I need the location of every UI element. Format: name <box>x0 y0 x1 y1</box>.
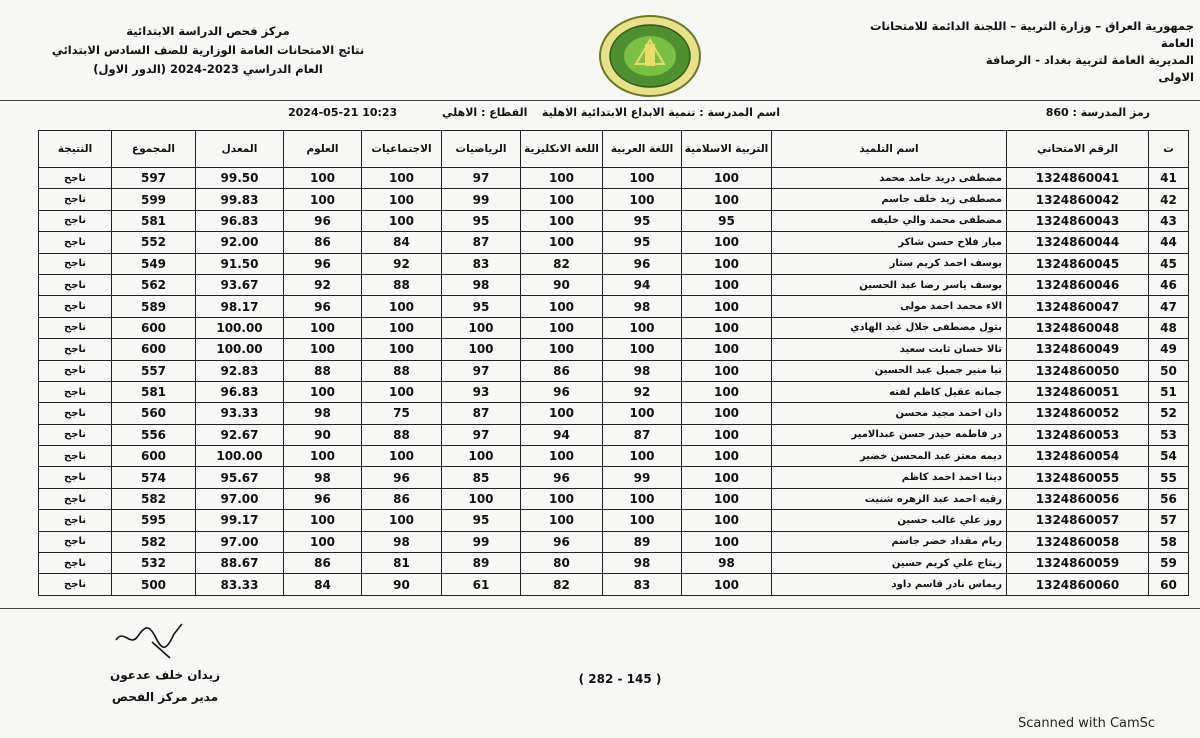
cell-sci: 100 <box>284 510 362 531</box>
cell-id: 1324860044 <box>1007 232 1149 253</box>
cell-ar: 100 <box>603 446 682 467</box>
cell-sci: 100 <box>284 339 362 360</box>
cell-soc: 88 <box>362 360 442 381</box>
cell-ar: 92 <box>603 381 682 402</box>
cell-soc: 84 <box>362 232 442 253</box>
cell-en: 80 <box>521 553 603 574</box>
cell-soc: 100 <box>362 296 442 317</box>
cell-isl: 100 <box>682 168 772 189</box>
cell-soc: 92 <box>362 253 442 274</box>
cell-sci: 86 <box>284 553 362 574</box>
cell-math: 97 <box>442 168 521 189</box>
cell-total: 582 <box>112 488 196 509</box>
cell-n: 54 <box>1149 446 1189 467</box>
cell-isl: 100 <box>682 424 772 445</box>
cell-n: 56 <box>1149 488 1189 509</box>
cell-name: ريتاج علي كريم حسين <box>772 553 1007 574</box>
cell-sci: 92 <box>284 274 362 295</box>
cell-id: 1324860052 <box>1007 403 1149 424</box>
cell-n: 60 <box>1149 574 1189 595</box>
school-code: رمز المدرسة : 860 <box>1045 106 1150 119</box>
cell-result: ناجح <box>39 210 112 231</box>
table-row <box>39 446 1189 467</box>
cell-avg: 100.00 <box>196 317 284 338</box>
cell-math: 95 <box>442 210 521 231</box>
cell-n: 45 <box>1149 253 1189 274</box>
cell-avg: 98.17 <box>196 296 284 317</box>
cell-math: 87 <box>442 232 521 253</box>
cell-result: ناجح <box>39 531 112 552</box>
cell-result: ناجح <box>39 510 112 531</box>
cell-math: 100 <box>442 339 521 360</box>
cell-result: ناجح <box>39 296 112 317</box>
cell-avg: 88.67 <box>196 553 284 574</box>
cell-soc: 100 <box>362 317 442 338</box>
cell-id: 1324860046 <box>1007 274 1149 295</box>
cell-en: 100 <box>521 403 603 424</box>
cell-n: 41 <box>1149 168 1189 189</box>
cell-sci: 100 <box>284 168 362 189</box>
cell-ar: 96 <box>603 253 682 274</box>
cell-id: 1324860050 <box>1007 360 1149 381</box>
cell-soc: 86 <box>362 488 442 509</box>
cell-en: 82 <box>521 574 603 595</box>
cell-isl: 100 <box>682 339 772 360</box>
cell-avg: 97.00 <box>196 531 284 552</box>
cell-sci: 100 <box>284 189 362 210</box>
cell-n: 52 <box>1149 403 1189 424</box>
results-table <box>38 130 1189 596</box>
table-row <box>39 424 1189 445</box>
cell-isl: 95 <box>682 210 772 231</box>
cell-ar: 99 <box>603 467 682 488</box>
cell-soc: 100 <box>362 210 442 231</box>
cell-soc: 88 <box>362 424 442 445</box>
print-datetime: 2024-05-21 10:23 <box>288 106 398 119</box>
cell-isl: 100 <box>682 467 772 488</box>
cell-name: يوسف ياسر رضا عبد الحسين <box>772 274 1007 295</box>
cell-result: ناجح <box>39 232 112 253</box>
cell-name: ريماس نادر قاسم داود <box>772 574 1007 595</box>
cell-n: 49 <box>1149 339 1189 360</box>
cell-name: در فاطمه حيدر حسن عبدالامير <box>772 424 1007 445</box>
directorate-line: المديرية العامة لتربية بغداد - الرصافة <box>985 53 1194 67</box>
cell-result: ناجح <box>39 446 112 467</box>
cell-en: 100 <box>521 317 603 338</box>
cell-avg: 93.33 <box>196 403 284 424</box>
cell-result: ناجح <box>39 488 112 509</box>
table-row <box>39 210 1189 231</box>
table-row <box>39 360 1189 381</box>
cell-n: 58 <box>1149 531 1189 552</box>
signature-image <box>112 618 190 664</box>
table-row <box>39 189 1189 210</box>
table-body <box>39 168 1189 596</box>
table-row <box>39 274 1189 295</box>
cell-id: 1324860047 <box>1007 296 1149 317</box>
cell-avg: 92.00 <box>196 232 284 253</box>
cell-avg: 93.67 <box>196 274 284 295</box>
cell-soc: 81 <box>362 553 442 574</box>
cell-sci: 96 <box>284 210 362 231</box>
cell-isl: 100 <box>682 510 772 531</box>
cell-total: 556 <box>112 424 196 445</box>
column-header: اسم التلميذ <box>772 131 1007 168</box>
cell-math: 87 <box>442 403 521 424</box>
cell-en: 96 <box>521 381 603 402</box>
cell-sci: 98 <box>284 403 362 424</box>
cell-result: ناجح <box>39 403 112 424</box>
cell-id: 1324860043 <box>1007 210 1149 231</box>
cell-en: 100 <box>521 339 603 360</box>
cell-math: 100 <box>442 446 521 467</box>
cell-avg: 83.33 <box>196 574 284 595</box>
center-line: مركز فحص الدراسة الابتدائية <box>126 24 290 38</box>
cell-sci: 88 <box>284 360 362 381</box>
cell-id: 1324860048 <box>1007 317 1149 338</box>
cell-ar: 98 <box>603 360 682 381</box>
table-row <box>39 253 1189 274</box>
cell-math: 99 <box>442 189 521 210</box>
cell-math: 95 <box>442 296 521 317</box>
cell-n: 50 <box>1149 360 1189 381</box>
cell-result: ناجح <box>39 467 112 488</box>
cell-total: 500 <box>112 574 196 595</box>
cell-en: 100 <box>521 189 603 210</box>
cell-isl: 100 <box>682 253 772 274</box>
cell-name: يوسف احمد كريم ستار <box>772 253 1007 274</box>
cell-total: 552 <box>112 232 196 253</box>
results-title: نتائج الامتحانات العامة الوزارية للصف السادس الابتدائي <box>51 43 365 57</box>
cell-isl: 100 <box>682 274 772 295</box>
cell-name: رقيه احمد عبد الزهره شنيت <box>772 488 1007 509</box>
ministry-line: جمهورية العراق – وزارة التربية – اللجنة الدائمة للامتحانات العامة <box>869 19 1194 50</box>
cell-total: 532 <box>112 553 196 574</box>
cell-avg: 99.17 <box>196 510 284 531</box>
page-reference: ( 282 - 145 ) <box>578 672 662 686</box>
cell-total: 581 <box>112 381 196 402</box>
cell-en: 96 <box>521 531 603 552</box>
header-right <box>834 18 1194 86</box>
ministry-emblem-logo <box>598 14 702 98</box>
cell-result: ناجح <box>39 317 112 338</box>
table-row <box>39 168 1189 189</box>
cell-name: دان احمد مجيد محسن <box>772 403 1007 424</box>
column-header: المجموع <box>112 131 196 168</box>
cell-isl: 100 <box>682 317 772 338</box>
cell-soc: 88 <box>362 274 442 295</box>
column-header: اللغة الانكليزية <box>521 131 603 168</box>
cell-name: جمانه عقيل كاظم لفته <box>772 381 1007 402</box>
cell-soc: 100 <box>362 381 442 402</box>
cell-isl: 98 <box>682 553 772 574</box>
cell-n: 48 <box>1149 317 1189 338</box>
cell-isl: 100 <box>682 296 772 317</box>
signer-name: زيدان خلف عدعون <box>110 668 220 682</box>
table-row <box>39 531 1189 552</box>
cell-isl: 100 <box>682 381 772 402</box>
cell-ar: 98 <box>603 296 682 317</box>
academic-year: العام الدراسي 2023-2024 (الدور الاول) <box>93 62 323 76</box>
cell-n: 55 <box>1149 467 1189 488</box>
cell-id: 1324860056 <box>1007 488 1149 509</box>
cell-id: 1324860041 <box>1007 168 1149 189</box>
cell-soc: 100 <box>362 168 442 189</box>
sector-label: القطاع : الاهلي <box>442 106 528 119</box>
header-left <box>28 22 388 79</box>
cell-name: الاء محمد احمد مولى <box>772 296 1007 317</box>
cell-sci: 100 <box>284 317 362 338</box>
cell-sci: 100 <box>284 381 362 402</box>
cell-sci: 96 <box>284 296 362 317</box>
cell-id: 1324860059 <box>1007 553 1149 574</box>
cell-sci: 100 <box>284 531 362 552</box>
cell-ar: 83 <box>603 574 682 595</box>
bottom-divider <box>0 608 1200 609</box>
cell-soc: 100 <box>362 446 442 467</box>
cell-isl: 100 <box>682 574 772 595</box>
cell-soc: 96 <box>362 467 442 488</box>
cell-math: 93 <box>442 381 521 402</box>
cell-total: 549 <box>112 253 196 274</box>
cell-soc: 100 <box>362 339 442 360</box>
table-row <box>39 232 1189 253</box>
table-row <box>39 296 1189 317</box>
cell-en: 94 <box>521 424 603 445</box>
cell-result: ناجح <box>39 168 112 189</box>
column-header: الاجتماعيات <box>362 131 442 168</box>
cell-ar: 98 <box>603 553 682 574</box>
column-header: الرياضيات <box>442 131 521 168</box>
cell-avg: 95.67 <box>196 467 284 488</box>
cell-en: 100 <box>521 168 603 189</box>
cell-n: 51 <box>1149 381 1189 402</box>
table-row <box>39 317 1189 338</box>
cell-id: 1324860058 <box>1007 531 1149 552</box>
cell-avg: 100.00 <box>196 446 284 467</box>
cell-id: 1324860045 <box>1007 253 1149 274</box>
cell-math: 97 <box>442 360 521 381</box>
table-row <box>39 574 1189 595</box>
cell-name: مصطفى محمد والي خليفه <box>772 210 1007 231</box>
cell-name: ريام مقداد خضر جاسم <box>772 531 1007 552</box>
cell-isl: 100 <box>682 446 772 467</box>
cell-avg: 92.67 <box>196 424 284 445</box>
cell-soc: 98 <box>362 531 442 552</box>
cell-math: 100 <box>442 317 521 338</box>
table-row <box>39 488 1189 509</box>
cell-name: مصطفى زيد خلف جاسم <box>772 189 1007 210</box>
cell-result: ناجح <box>39 274 112 295</box>
cell-math: 97 <box>442 424 521 445</box>
cell-name: دينا احمد احمد كاظم <box>772 467 1007 488</box>
cell-name: روز علي غالب حسين <box>772 510 1007 531</box>
cell-en: 82 <box>521 253 603 274</box>
cell-result: ناجح <box>39 424 112 445</box>
cell-en: 90 <box>521 274 603 295</box>
cell-id: 1324860060 <box>1007 574 1149 595</box>
cell-en: 100 <box>521 296 603 317</box>
cell-result: ناجح <box>39 360 112 381</box>
cell-avg: 91.50 <box>196 253 284 274</box>
cell-isl: 100 <box>682 189 772 210</box>
cell-en: 96 <box>521 467 603 488</box>
cell-isl: 100 <box>682 232 772 253</box>
cell-id: 1324860057 <box>1007 510 1149 531</box>
cell-math: 85 <box>442 467 521 488</box>
cell-math: 95 <box>442 510 521 531</box>
column-header: ت <box>1149 131 1189 168</box>
cell-soc: 90 <box>362 574 442 595</box>
table-row <box>39 553 1189 574</box>
cell-sci: 96 <box>284 253 362 274</box>
cell-math: 83 <box>442 253 521 274</box>
cell-id: 1324860042 <box>1007 189 1149 210</box>
cell-en: 100 <box>521 488 603 509</box>
cell-total: 599 <box>112 189 196 210</box>
cell-total: 597 <box>112 168 196 189</box>
cell-en: 100 <box>521 232 603 253</box>
cell-avg: 97.00 <box>196 488 284 509</box>
cell-sci: 98 <box>284 467 362 488</box>
cell-sci: 100 <box>284 446 362 467</box>
cell-id: 1324860051 <box>1007 381 1149 402</box>
top-divider <box>0 100 1200 101</box>
column-header: اللغة العربية <box>603 131 682 168</box>
cell-math: 99 <box>442 531 521 552</box>
cell-en: 86 <box>521 360 603 381</box>
cell-name: مصطفى دريد حامد محمد <box>772 168 1007 189</box>
cell-sci: 96 <box>284 488 362 509</box>
sector-line: الاولى <box>1158 70 1194 84</box>
cell-result: ناجح <box>39 574 112 595</box>
cell-n: 46 <box>1149 274 1189 295</box>
cell-result: ناجح <box>39 381 112 402</box>
cell-total: 574 <box>112 467 196 488</box>
cell-en: 100 <box>521 210 603 231</box>
cell-n: 59 <box>1149 553 1189 574</box>
cell-ar: 95 <box>603 210 682 231</box>
cell-total: 600 <box>112 446 196 467</box>
cell-total: 589 <box>112 296 196 317</box>
cell-id: 1324860054 <box>1007 446 1149 467</box>
cell-total: 582 <box>112 531 196 552</box>
table-row <box>39 339 1189 360</box>
cell-avg: 99.50 <box>196 168 284 189</box>
cell-result: ناجح <box>39 189 112 210</box>
cell-sci: 90 <box>284 424 362 445</box>
cell-result: ناجح <box>39 339 112 360</box>
cell-n: 53 <box>1149 424 1189 445</box>
cell-math: 100 <box>442 488 521 509</box>
cell-result: ناجح <box>39 253 112 274</box>
cell-avg: 92.83 <box>196 360 284 381</box>
cell-name: تالا حسان ثابت سعيد <box>772 339 1007 360</box>
cell-isl: 100 <box>682 360 772 381</box>
cell-id: 1324860049 <box>1007 339 1149 360</box>
cell-total: 562 <box>112 274 196 295</box>
table-header-row <box>39 131 1189 168</box>
cell-ar: 95 <box>603 232 682 253</box>
cell-ar: 94 <box>603 274 682 295</box>
cell-ar: 100 <box>603 510 682 531</box>
cell-avg: 99.83 <box>196 189 284 210</box>
cell-total: 600 <box>112 339 196 360</box>
cell-n: 42 <box>1149 189 1189 210</box>
cell-soc: 100 <box>362 510 442 531</box>
column-header: التربية الاسلامية <box>682 131 772 168</box>
cell-isl: 100 <box>682 488 772 509</box>
cell-ar: 89 <box>603 531 682 552</box>
cell-ar: 100 <box>603 488 682 509</box>
column-header: العلوم <box>284 131 362 168</box>
cell-total: 581 <box>112 210 196 231</box>
column-header: المعدل <box>196 131 284 168</box>
cell-ar: 87 <box>603 424 682 445</box>
cell-name: ميار فلاح حسن شاكر <box>772 232 1007 253</box>
cell-total: 595 <box>112 510 196 531</box>
cell-ar: 100 <box>603 168 682 189</box>
cell-result: ناجح <box>39 553 112 574</box>
cell-ar: 100 <box>603 317 682 338</box>
cell-total: 560 <box>112 403 196 424</box>
cell-id: 1324860053 <box>1007 424 1149 445</box>
cell-sci: 86 <box>284 232 362 253</box>
cell-soc: 75 <box>362 403 442 424</box>
cell-total: 600 <box>112 317 196 338</box>
cell-avg: 96.83 <box>196 381 284 402</box>
cell-total: 557 <box>112 360 196 381</box>
school-name: اسم المدرسة : تنمية الابداع الابتدائية الاهلية <box>541 106 780 119</box>
cell-avg: 96.83 <box>196 210 284 231</box>
cell-sci: 84 <box>284 574 362 595</box>
column-header: النتيجة <box>39 131 112 168</box>
cell-isl: 100 <box>682 403 772 424</box>
cell-math: 61 <box>442 574 521 595</box>
cell-name: ديمه معتز عبد المحسن خضير <box>772 446 1007 467</box>
column-header: الرقم الامتحاني <box>1007 131 1149 168</box>
cell-id: 1324860055 <box>1007 467 1149 488</box>
cell-n: 43 <box>1149 210 1189 231</box>
cell-math: 89 <box>442 553 521 574</box>
cell-ar: 100 <box>603 189 682 210</box>
table-row <box>39 403 1189 424</box>
table-row <box>39 381 1189 402</box>
table-row <box>39 510 1189 531</box>
cell-name: تيا منير جميل عبد الحسين <box>772 360 1007 381</box>
cell-en: 100 <box>521 510 603 531</box>
signer-title: مدير مركز الفحص <box>111 690 219 704</box>
cell-n: 47 <box>1149 296 1189 317</box>
scan-watermark: Scanned with CamSc <box>1018 716 1156 731</box>
cell-name: بتول مصطفى جلال عبد الهادي <box>772 317 1007 338</box>
cell-math: 98 <box>442 274 521 295</box>
cell-n: 44 <box>1149 232 1189 253</box>
cell-n: 57 <box>1149 510 1189 531</box>
cell-ar: 100 <box>603 403 682 424</box>
cell-en: 100 <box>521 446 603 467</box>
cell-avg: 100.00 <box>196 339 284 360</box>
cell-isl: 100 <box>682 531 772 552</box>
cell-ar: 100 <box>603 339 682 360</box>
table-row <box>39 467 1189 488</box>
cell-soc: 100 <box>362 189 442 210</box>
